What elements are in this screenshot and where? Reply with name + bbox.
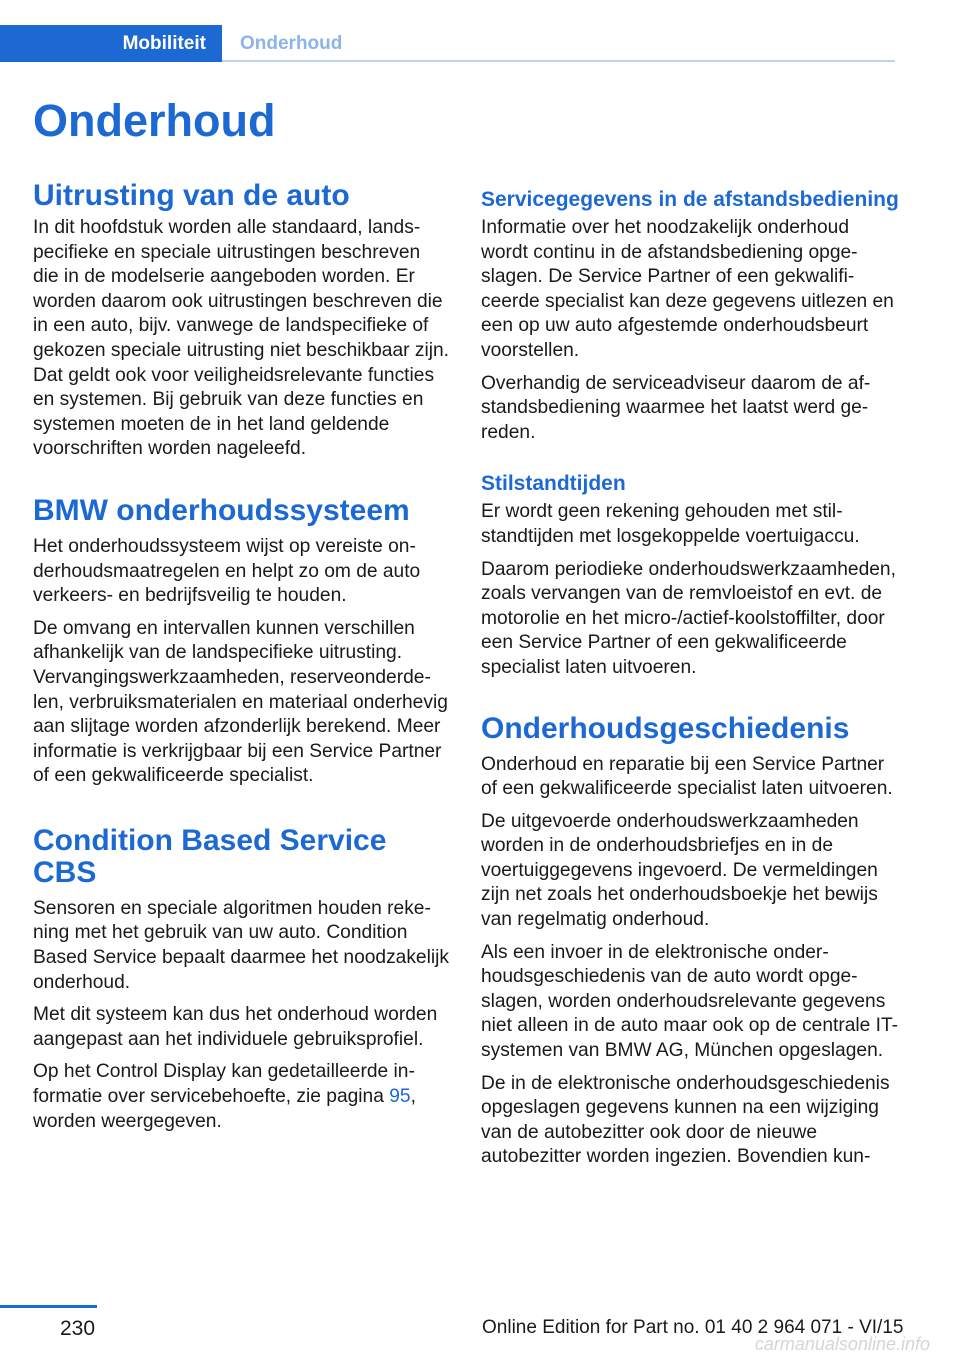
text-weergegeven: , worden weergegeven. <box>33 1086 416 1132</box>
paragraph-invoer: Als een invoer in de elektronische onderhoudsgeschiedenis van de auto wordt opgeslagen, worden onderhoudsrelevante gegevens niet alleen in de auto maar ook op de centrale IT-systemen van BMW AG, München opgeslagen. <box>481 941 899 1062</box>
heading-uitrusting: Uitrusting van de auto <box>33 179 350 212</box>
heading-cbs: Condition Based Service CBS <box>33 823 387 889</box>
paragraph-reparatie: Onderhoud en reparatie bij een Service Partner of een gekwalificeerde specialist laten uitvoeren. <box>481 753 893 800</box>
paragraph-sensoren: Sensoren en speciale algoritmen houden rekening met het gebruik van uw auto. Condition Based Service bepaalt daarmee het noodzakelijk onderhoud. <box>33 897 449 993</box>
tab-mobiliteit[interactable]: Mobiliteit <box>0 25 222 62</box>
page-title: Onderhoud <box>33 95 276 146</box>
heading-stilstandtijden: Stilstandtijden <box>481 472 626 496</box>
text-control-display: Op het Control Display kan gedetailleerde informatie over servicebehoefte, zie pagina <box>33 1061 415 1108</box>
paragraph-control-display <box>33 1060 451 1134</box>
paragraph-uitrusting: In dit hoofdstuk worden alle standaard, landspecifieke en speciale uitrustingen beschreven die in de modelserie aangeboden worden. Er worden daarom ook uitrustingen beschreven die in een auto, bijv. vanwege de landspecifieke of gekozen speciale uitrusting niet beschikbaar zijn. Dat geldt ook voor veiligheidsrelevante functies en systemen. Bij gebruik van deze functies en systemen moeten de in het land geldende voorschriften worden nageleefd. <box>33 217 449 460</box>
page-number: 230 <box>60 1317 96 1340</box>
paragraph-omvang: De omvang en intervallen kunnen verschillen afhankelijk van de landspecifieke uitrusting. Vervangingswerkzaamheden, reserveonderdelen, verbruiksmaterialen en materiaal onderhevig aan slijtage worden afzonderlijk berekend. Meer informatie is verkrijgbaar bij een Service Partner of een gekwalificeerde specialist. <box>33 617 448 787</box>
tab-onderhoud[interactable]: Onderhoud <box>240 32 343 54</box>
watermark: carmanualsonline.info <box>754 1334 930 1354</box>
page-link[interactable]: 95 <box>389 1086 411 1108</box>
paragraph-uitgevoerd: De uitgevoerde onderhoudswerkzaamheden worden in de onderhoudsbriefjes en in de voertuiggegevens ingevoerd. De vermeldingen zijn net zoals het onderhoudsboekje het bewijs van regelmatig onderhoud. <box>481 810 878 931</box>
paragraph-overhandig: Overhandig de serviceadviseur daarom de afstandsbediening waarmee het laatst werd gereden. <box>481 372 871 443</box>
paragraph-systeem: Met dit systeem kan dus het onderhoud worden aangepast aan het individuele gebruiksprofiel. <box>33 1004 438 1050</box>
chapter-header <box>0 25 895 62</box>
edition-text: Online Edition for Part no. 01 40 2 964 071 - VI/15 <box>482 1317 904 1338</box>
left-column <box>33 180 451 1134</box>
right-column <box>481 187 901 1170</box>
paragraph-periodiek: Daarom periodieke onderhoudswerkzaamheden, zoals vervangen van de remvloeistof en evt. de motorolie en het micro-/actief-koolstoffilter, door een Service Partner of een gekwalificeerde specialist laten uitvoeren. <box>481 558 896 678</box>
footer-divider <box>0 1305 97 1308</box>
header-divider <box>222 60 895 62</box>
heading-bmw-onderhoudssysteem: BMW onderhoudssysteem <box>33 493 410 527</box>
paragraph-onderhoudssysteem: Het onderhoudssysteem wijst op vereiste onderhoudsmaatregelen en helpt zo om de auto verkeers- en bedrijfsveilig te houden. <box>33 535 421 607</box>
paragraph-informatie: Informatie over het noodzakelijk onderhoud wordt continu in de afstandsbediening opgeslagen. De Service Partner of een gekwalificeerde specialist kan deze gegevens uitlezen en een op uw auto afgestemde onderhoudsbeurt voorstellen. <box>481 217 894 361</box>
heading-onderhoudsgeschiedenis: Onderhoudsgeschiedenis <box>481 711 850 745</box>
paragraph-autobezitter: De in de elektronische onderhoudsgeschiedenis opgeslagen gegevens kunnen na een wijziging van de autobezitter ook door de nieuwe autobezitter worden ingezien. Bovendien kun- <box>481 1072 890 1168</box>
paragraph-stilstand: Er wordt geen rekening gehouden met stilstandtijden met losgekoppelde voertuigaccu. <box>481 501 860 547</box>
heading-servicegegevens: Servicegegevens in de afstandsbediening <box>481 188 899 211</box>
